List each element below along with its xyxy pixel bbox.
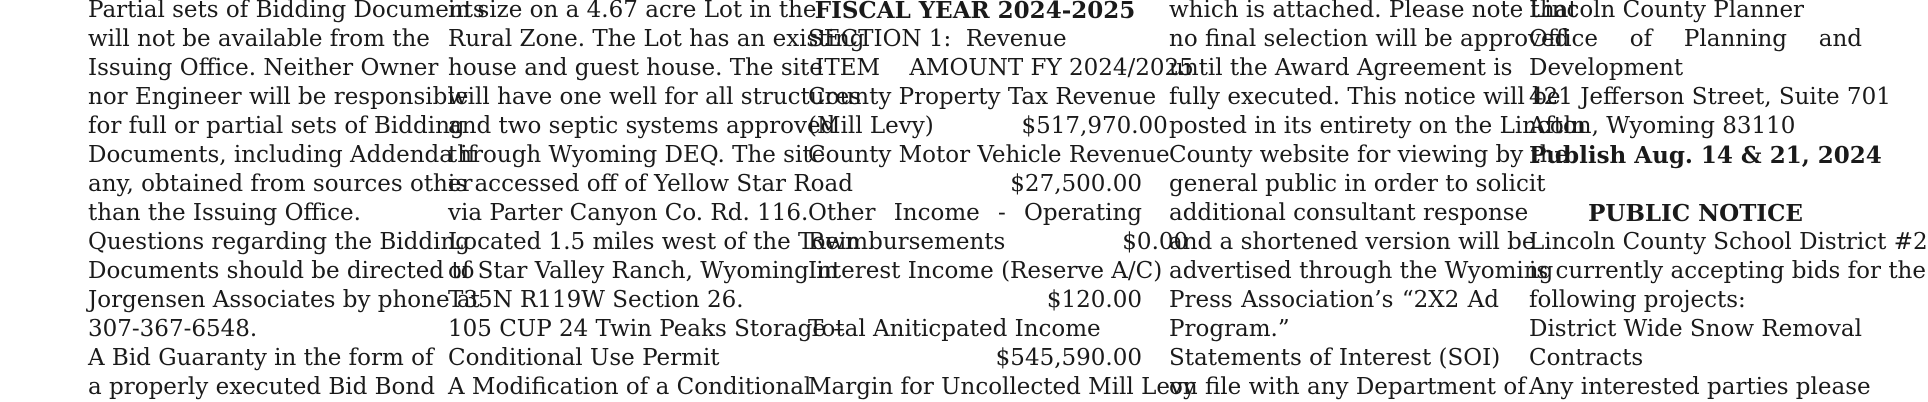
text-line: Interest Income (Reserve A/C)	[808, 258, 1163, 284]
text-line: advertised through the Wyoming	[1169, 258, 1554, 284]
text-line: Jorgensen Associates by phone at	[88, 287, 480, 313]
text-line: for full or partial sets of Bidding	[88, 113, 465, 139]
text-line: in size on a 4.67 acre Lot in the	[448, 0, 817, 23]
text-line: ITEM AMOUNT FY 2024/2025	[808, 55, 1194, 81]
text-line: general public in order to solicit	[1169, 171, 1546, 197]
text-line: $545,590.00	[995, 345, 1142, 371]
text-line: on file with any Department of	[1169, 374, 1526, 400]
text-line: $120.00	[1046, 287, 1142, 313]
text-line: following projects:	[1529, 287, 1746, 313]
column-fiscal-budget	[808, 0, 1196, 402]
text-line: nor Engineer will be responsible	[88, 84, 469, 110]
text-line: Press Association’s “2X2 Ad	[1169, 287, 1499, 313]
text-line: Lincoln County Planner	[1529, 0, 1805, 23]
text-line: Development	[1529, 55, 1684, 81]
text-line: Program.”	[1169, 316, 1290, 342]
text-line: house and guest house. The site	[448, 55, 823, 81]
column-bidding-documents	[88, 0, 485, 402]
text-line: Margin for Uncollected Mill Levy	[808, 374, 1196, 400]
text-line: Total Aniticpated Income	[808, 316, 1101, 342]
text-line: posted in its entirety on the Lincoln	[1169, 113, 1586, 139]
text-line: fully executed. This notice will be	[1169, 84, 1561, 110]
text-line: T35N R119W Section 26.	[448, 287, 744, 313]
column-planning-items	[448, 0, 865, 402]
text-line: 307-367-6548.	[88, 316, 258, 342]
text-line: SECTION 1: Revenue	[808, 26, 1067, 52]
text-line: 421 Jefferson Street, Suite 701	[1529, 84, 1891, 110]
text-line: than the Issuing Office.	[88, 200, 361, 226]
text-line: which is attached. Please note that	[1169, 0, 1578, 23]
text-line: is accessed off of Yellow Star Road	[448, 171, 853, 197]
text-line: and two septic systems approved	[448, 113, 836, 139]
text-line: Office of Planning and	[1529, 26, 1862, 52]
text-line: will not be available from the	[88, 26, 430, 52]
text-line: through Wyoming DEQ. The site	[448, 142, 826, 168]
text-line: Statements of Interest (SOI)	[1169, 345, 1501, 371]
text-line: A Bid Guaranty in the form of	[88, 345, 434, 371]
text-line: District Wide Snow Removal	[1529, 316, 1862, 342]
text-line: Located 1.5 miles west of the Town	[448, 229, 860, 255]
text-line: will have one well for all structures	[448, 84, 862, 110]
text-line: County website for viewing by the	[1169, 142, 1569, 168]
text-line: County Motor Vehicle Revenue	[808, 142, 1170, 168]
text-line: Lincoln County School District #2	[1529, 229, 1928, 255]
text-line: no final selection will be approved	[1169, 26, 1570, 52]
text-line: and a shortened version will be	[1169, 229, 1536, 255]
text-line: A Modification of a Conditional	[448, 374, 812, 400]
text-line: $27,500.00	[1010, 171, 1142, 197]
heading-line: Publish Aug. 14 & 21, 2024	[1529, 142, 1882, 169]
text-line: additional consultant response	[1169, 200, 1529, 226]
heading-line: PUBLIC NOTICE	[1588, 200, 1803, 227]
text-line: a properly executed Bid Bond	[88, 374, 435, 400]
heading-line: FISCAL YEAR 2024-2025	[814, 0, 1136, 24]
text-line: Conditional Use Permit	[448, 345, 720, 371]
text-line: via Parter Canyon Co. Rd. 116.	[448, 200, 809, 226]
column-public-notice	[1529, 0, 1928, 402]
text-line: Rural Zone. The Lot has an existing	[448, 26, 865, 52]
text-line: Reimbursements $0.00	[808, 229, 1189, 255]
text-line: until the Award Agreement is	[1169, 55, 1513, 81]
text-line: (Mill Levy) $517,970.00	[808, 113, 1168, 139]
text-line: Any interested parties please	[1529, 374, 1871, 400]
text-line: of Star Valley Ranch, Wyoming in	[448, 258, 839, 284]
text-line: Issuing Office. Neither Owner	[88, 55, 439, 81]
text-line: 105 CUP 24 Twin Peaks Storage –	[448, 316, 845, 342]
text-line: Afton, Wyoming 83110	[1529, 113, 1796, 139]
text-line: Other Income - Operating	[808, 200, 1142, 226]
text-line: Documents should be directed to	[88, 258, 475, 284]
column-consultant-notice	[1169, 0, 1586, 402]
text-line: Documents, including Addenda if	[88, 142, 477, 168]
text-line: Contracts	[1529, 345, 1644, 371]
text-line: County Property Tax Revenue	[808, 84, 1157, 110]
text-line: Questions regarding the Bidding	[88, 229, 470, 255]
text-line: is currently accepting bids for the	[1529, 258, 1926, 284]
text-line: any, obtained from sources other	[88, 171, 473, 197]
text-line: Partial sets of Bidding Documents	[88, 0, 485, 23]
text-line	[1529, 170, 1862, 199]
